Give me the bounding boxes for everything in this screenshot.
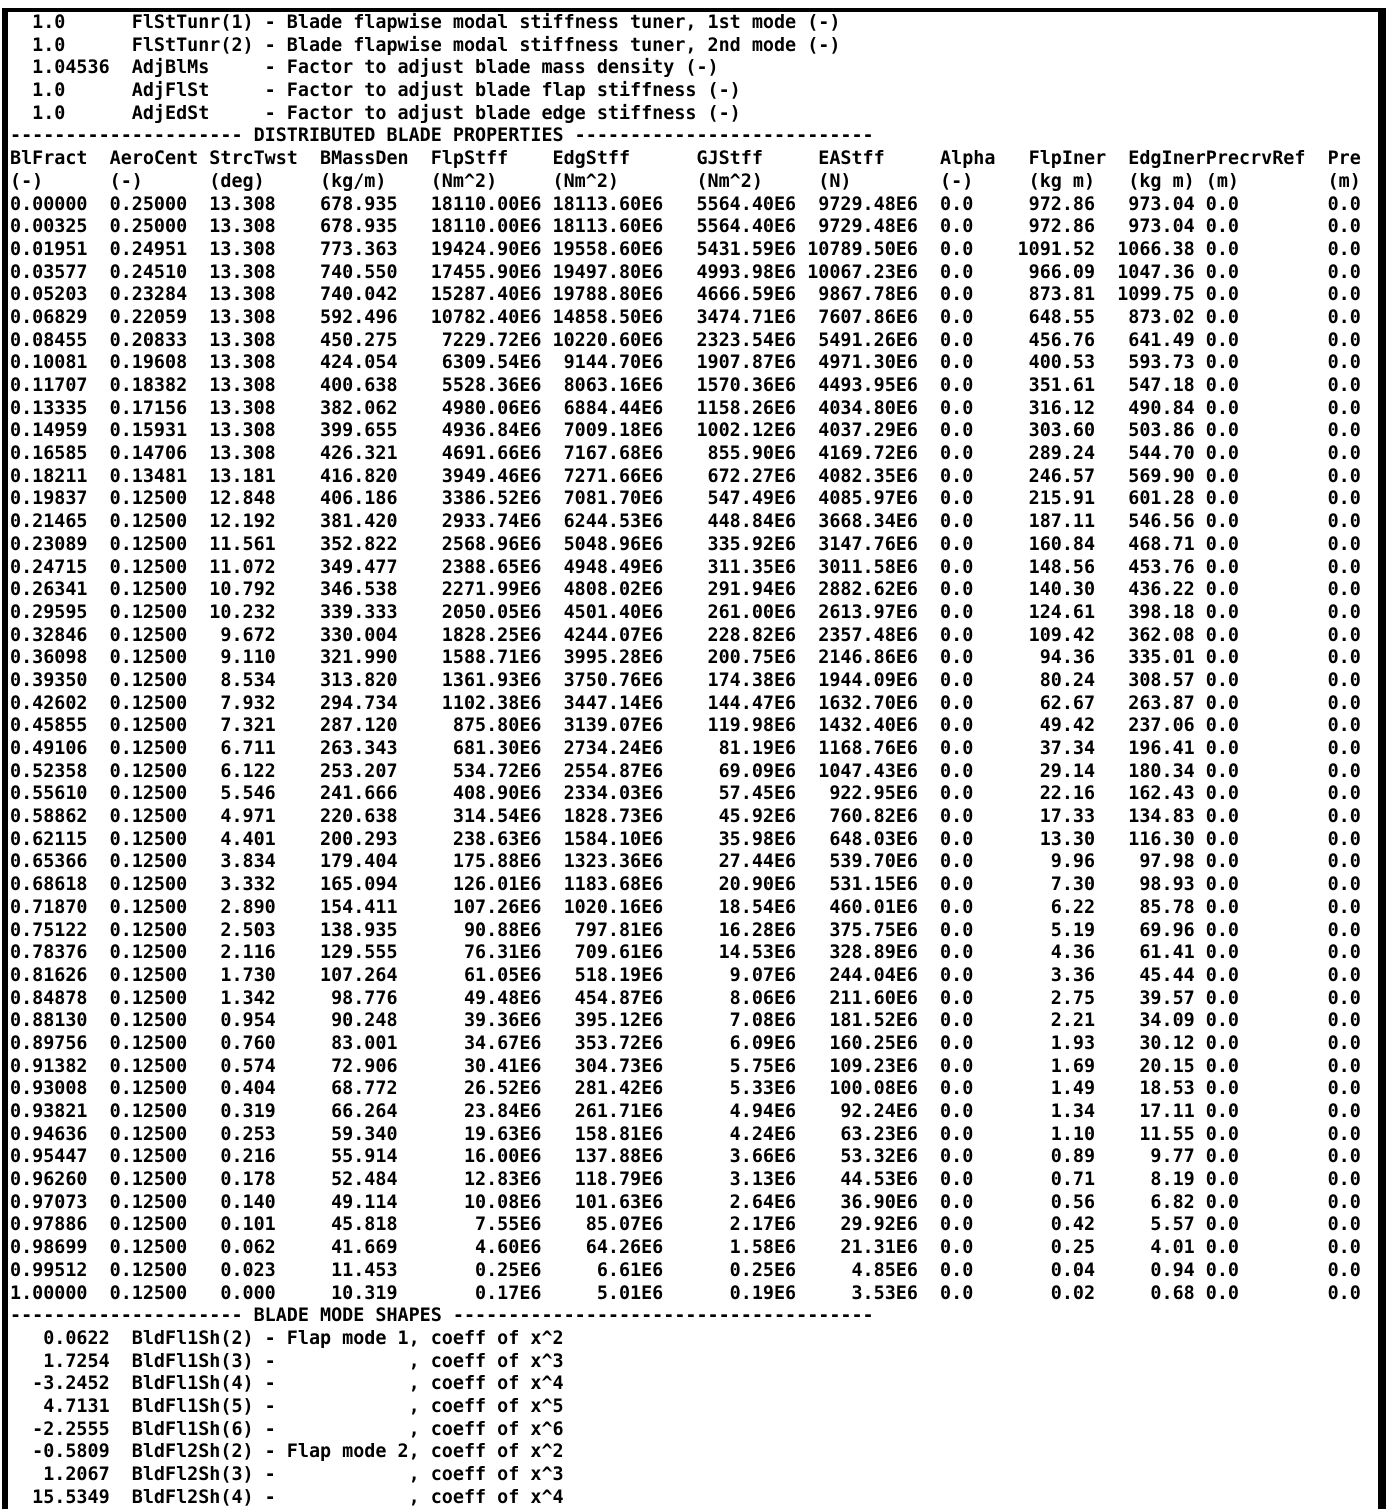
param-line: 1.0 FlStTunr(1) - Blade flapwise modal stiffness tuner, 1st mode (-)	[10, 12, 841, 33]
table-row: 0.68618 0.12500 3.332 165.094 126.01E6 1183.68E6 20.90E6 531.15E6 0.0 7.30 98.93 0.0 0.0	[10, 874, 1361, 896]
table-row: 0.93821 0.12500 0.319 66.264 23.84E6 261.71E6 4.94E6 92.24E6 0.0 1.34 17.11 0.0 0.0	[10, 1101, 1361, 1122]
file-content	[8, 12, 1378, 1509]
param-line: 1.0 AdjFlSt - Factor to adjust blade flap stiffness (-)	[10, 80, 741, 102]
table-row: 0.97073 0.12500 0.140 49.114 10.08E6 101.63E6 2.64E6 36.90E6 0.0 0.56 6.82 0.0 0.0	[10, 1191, 1361, 1213]
table-row: 0.03577 0.24510 13.308 740.550 17455.90E6 19497.80E6 4993.98E6 10067.23E6 0.0 966.09 1047.36 0.0 0.0	[10, 261, 1361, 283]
table-row: 0.81626 0.12500 1.730 107.264 61.05E6 518.19E6 9.07E6 244.04E6 0.0 3.36 45.44 0.0 0.0	[10, 964, 1361, 986]
table-row: 0.95447 0.12500 0.216 55.914 16.00E6 137.88E6 3.66E6 53.32E6 0.0 0.89 9.77 0.0 0.0	[10, 1146, 1361, 1168]
table-row: 0.98699 0.12500 0.062 41.669 4.60E6 64.26E6 1.58E6 21.31E6 0.0 0.25 4.01 0.0 0.0	[10, 1237, 1361, 1259]
table-row: 0.89756 0.12500 0.760 83.001 34.67E6 353.72E6 6.09E6 160.25E6 0.0 1.93 30.12 0.0 0.0	[10, 1032, 1361, 1054]
table-row: 0.49106 0.12500 6.711 263.343 681.30E6 2734.24E6 81.19E6 1168.76E6 0.0 37.34 196.41 0.0 0.0	[10, 738, 1361, 759]
table-row: 0.19837 0.12500 12.848 406.186 3386.52E6 7081.70E6 547.49E6 4085.97E6 0.0 215.91 601.28 0.0 0.0	[10, 488, 1361, 510]
table-row: 0.13335 0.17156 13.308 382.062 4980.06E6 6884.44E6 1158.26E6 4034.80E6 0.0 316.12 490.84 0.0 0.0	[10, 397, 1361, 419]
table-row: 0.78376 0.12500 2.116 129.555 76.31E6 709.61E6 14.53E6 328.89E6 0.0 4.36 61.41 0.0 0.0	[10, 942, 1361, 964]
table-row: 0.36098 0.12500 9.110 321.990 1588.71E6 3995.28E6 200.75E6 2146.86E6 0.0 94.36 335.01 0.0 0.0	[10, 647, 1361, 669]
table-row: 0.01951 0.24951 13.308 773.363 19424.90E6 19558.60E6 5431.59E6 10789.50E6 0.0 1091.52 1066.38 0.0 0.0	[10, 238, 1361, 260]
table-row: 0.52358 0.12500 6.122 253.207 534.72E6 2554.87E6 69.09E6 1047.43E6 0.0 29.14 180.34 0.0 0.0	[10, 760, 1361, 782]
table-row: 0.39350 0.12500 8.534 313.820 1361.93E6 3750.76E6 174.38E6 1944.09E6 0.0 80.24 308.57 0.0 0.0	[10, 669, 1361, 691]
section-divider-blade-mode-shapes: --------------------- BLADE MODE SHAPES --------------------------------------	[10, 1305, 874, 1327]
table-row: 0.62115 0.12500 4.401 200.293 238.63E6 1584.10E6 35.98E6 648.03E6 0.0 13.30 116.30 0.0 0.0	[10, 828, 1361, 850]
table-row: 1.00000 0.12500 0.000 10.319 0.17E6 5.01E6 0.19E6 3.53E6 0.0 0.02 0.68 0.0 0.0	[10, 1282, 1361, 1304]
section-divider-distributed-blade-properties: --------------------- DISTRIBUTED BLADE PROPERTIES ---------------------------	[10, 125, 874, 147]
table-row: 0.97886 0.12500 0.101 45.818 7.55E6 85.07E6 2.17E6 29.92E6 0.0 0.42 5.57 0.0 0.0	[10, 1214, 1361, 1236]
mode-shape-line: -2.2555 BldFl1Sh(6) - , coeff of x^6	[10, 1418, 564, 1440]
table-row: 0.08455 0.20833 13.308 450.275 7229.72E6 10220.60E6 2323.54E6 5491.26E6 0.0 456.76 641.49 0.0 0.0	[10, 329, 1361, 351]
table-row: 0.16585 0.14706 13.308 426.321 4691.66E6 7167.68E6 855.90E6 4169.72E6 0.0 289.24 544.70 0.0 0.0	[10, 443, 1361, 465]
table-row: 0.93008 0.12500 0.404 68.772 26.52E6 281.42E6 5.33E6 100.08E6 0.0 1.49 18.53 0.0 0.0	[10, 1078, 1361, 1100]
table-row: 0.42602 0.12500 7.932 294.734 1102.38E6 3447.14E6 144.47E6 1632.70E6 0.0 62.67 263.87 0.0 0.0	[10, 692, 1361, 714]
param-line: 1.0 FlStTunr(2) - Blade flapwise modal stiffness tuner, 2nd mode (-)	[10, 34, 841, 56]
table-row: 0.10081 0.19608 13.308 424.054 6309.54E6 9144.70E6 1907.87E6 4971.30E6 0.0 400.53 593.73 0.0 0.0	[10, 352, 1361, 374]
mode-shape-line: -3.2452 BldFl1Sh(4) - , coeff of x^4	[10, 1373, 564, 1395]
table-row: 0.00325 0.25000 13.308 678.935 18110.00E6 18113.60E6 5564.40E6 9729.48E6 0.0 972.86 973.04 0.0 0.0	[10, 216, 1361, 238]
table-row: 0.26341 0.12500 10.792 346.538 2271.99E6 4808.02E6 291.94E6 2882.62E6 0.0 140.30 436.22 0.0 0.0	[10, 579, 1361, 601]
table-row: 0.71870 0.12500 2.890 154.411 107.26E6 1020.16E6 18.54E6 460.01E6 0.0 6.22 85.78 0.0 0.0	[10, 896, 1361, 918]
table-row: 0.05203 0.23284 13.308 740.042 15287.40E6 19788.80E6 4666.59E6 9867.78E6 0.0 873.81 1099.75 0.0 0.0	[10, 284, 1361, 306]
table-row: 0.18211 0.13481 13.181 416.820 3949.46E6 7271.66E6 672.27E6 4082.35E6 0.0 246.57 569.90 0.0 0.0	[10, 465, 1361, 487]
mode-shape-line: -0.5809 BldFl2Sh(2) - Flap mode 2, coeff of x^2	[10, 1441, 564, 1463]
text-file-page	[2, 8, 1386, 1509]
table-header-row: BlFract AeroCent StrcTwst BMassDen FlpStff EdgStff GJStff EAStff Alpha FlpIner EdgInerPrecrvRef Pre	[10, 148, 1361, 170]
table-row: 0.55610 0.12500 5.546 241.666 408.90E6 2334.03E6 57.45E6 922.95E6 0.0 22.16 162.43 0.0 0.0	[10, 783, 1361, 805]
table-row: 0.06829 0.22059 13.308 592.496 10782.40E6 14858.50E6 3474.71E6 7607.86E6 0.0 648.55 873.02 0.0 0.0	[10, 306, 1361, 328]
table-row: 0.65366 0.12500 3.834 179.404 175.88E6 1323.36E6 27.44E6 539.70E6 0.0 9.96 97.98 0.0 0.0	[10, 851, 1361, 873]
table-row: 0.75122 0.12500 2.503 138.935 90.88E6 797.81E6 16.28E6 375.75E6 0.0 5.19 69.96 0.0 0.0	[10, 919, 1361, 941]
mode-shape-line: 0.0622 BldFl1Sh(2) - Flap mode 1, coeff of x^2	[10, 1327, 564, 1349]
table-row: 0.14959 0.15931 13.308 399.655 4936.84E6 7009.18E6 1002.12E6 4037.29E6 0.0 303.60 503.86 0.0 0.0	[10, 420, 1361, 442]
param-line: 1.0 AdjEdSt - Factor to adjust blade edge stiffness (-)	[10, 102, 741, 124]
table-row: 0.84878 0.12500 1.342 98.776 49.48E6 454.87E6 8.06E6 211.60E6 0.0 2.75 39.57 0.0 0.0	[10, 987, 1361, 1009]
mode-shape-line: 4.7131 BldFl1Sh(5) - , coeff of x^5	[10, 1395, 564, 1417]
table-row: 0.29595 0.12500 10.232 339.333 2050.05E6 4501.40E6 261.00E6 2613.97E6 0.0 124.61 398.18 0.0 0.0	[10, 601, 1361, 623]
table-row: 0.88130 0.12500 0.954 90.248 39.36E6 395.12E6 7.08E6 181.52E6 0.0 2.21 34.09 0.0 0.0	[10, 1010, 1361, 1032]
mode-shape-line: 15.5349 BldFl2Sh(4) - , coeff of x^4	[10, 1486, 564, 1508]
table-row: 0.23089 0.12500 11.561 352.822 2568.96E6 5048.96E6 335.92E6 3147.76E6 0.0 160.84 468.71 0.0 0.0	[10, 533, 1361, 555]
table-row: 0.99512 0.12500 0.023 11.453 0.25E6 6.61E6 0.25E6 4.85E6 0.0 0.04 0.94 0.0 0.0	[10, 1259, 1361, 1281]
table-row: 0.94636 0.12500 0.253 59.340 19.63E6 158.81E6 4.24E6 63.23E6 0.0 1.10 11.55 0.0 0.0	[10, 1123, 1361, 1145]
table-row: 0.21465 0.12500 12.192 381.420 2933.74E6 6244.53E6 448.84E6 3668.34E6 0.0 187.11 546.56 0.0 0.0	[10, 511, 1361, 533]
mode-shape-line: 1.2067 BldFl2Sh(3) - , coeff of x^3	[10, 1464, 564, 1485]
table-row: 0.11707 0.18382 13.308 400.638 5528.36E6 8063.16E6 1570.36E6 4493.95E6 0.0 351.61 547.18 0.0 0.0	[10, 375, 1361, 396]
table-row: 0.00000 0.25000 13.308 678.935 18110.00E6 18113.60E6 5564.40E6 9729.48E6 0.0 972.86 973.04 0.0 0.0	[10, 193, 1361, 215]
table-row: 0.45855 0.12500 7.321 287.120 875.80E6 3139.07E6 119.98E6 1432.40E6 0.0 49.42 237.06 0.0 0.0	[10, 715, 1361, 737]
table-row: 0.58862 0.12500 4.971 220.638 314.54E6 1828.73E6 45.92E6 760.82E6 0.0 17.33 134.83 0.0 0.0	[10, 806, 1361, 828]
table-row: 0.24715 0.12500 11.072 349.477 2388.65E6 4948.49E6 311.35E6 3011.58E6 0.0 148.56 453.76 0.0 0.0	[10, 556, 1361, 578]
mode-shape-line: 1.7254 BldFl1Sh(3) - , coeff of x^3	[10, 1350, 564, 1372]
table-row: 0.32846 0.12500 9.672 330.004 1828.25E6 4244.07E6 228.82E6 2357.48E6 0.0 109.42 362.08 0.0 0.0	[10, 624, 1361, 646]
table-row: 0.91382 0.12500 0.574 72.906 30.41E6 304.73E6 5.75E6 109.23E6 0.0 1.69 20.15 0.0 0.0	[10, 1055, 1361, 1077]
table-row: 0.96260 0.12500 0.178 52.484 12.83E6 118.79E6 3.13E6 44.53E6 0.0 0.71 8.19 0.0 0.0	[10, 1169, 1361, 1191]
param-line: 1.04536 AdjBlMs - Factor to adjust blade mass density (-)	[10, 57, 719, 79]
table-units-row: (-) (-) (deg) (kg/m) (Nm^2) (Nm^2) (Nm^2) (N) (-) (kg m) (kg m) (m) (m)	[10, 170, 1361, 192]
